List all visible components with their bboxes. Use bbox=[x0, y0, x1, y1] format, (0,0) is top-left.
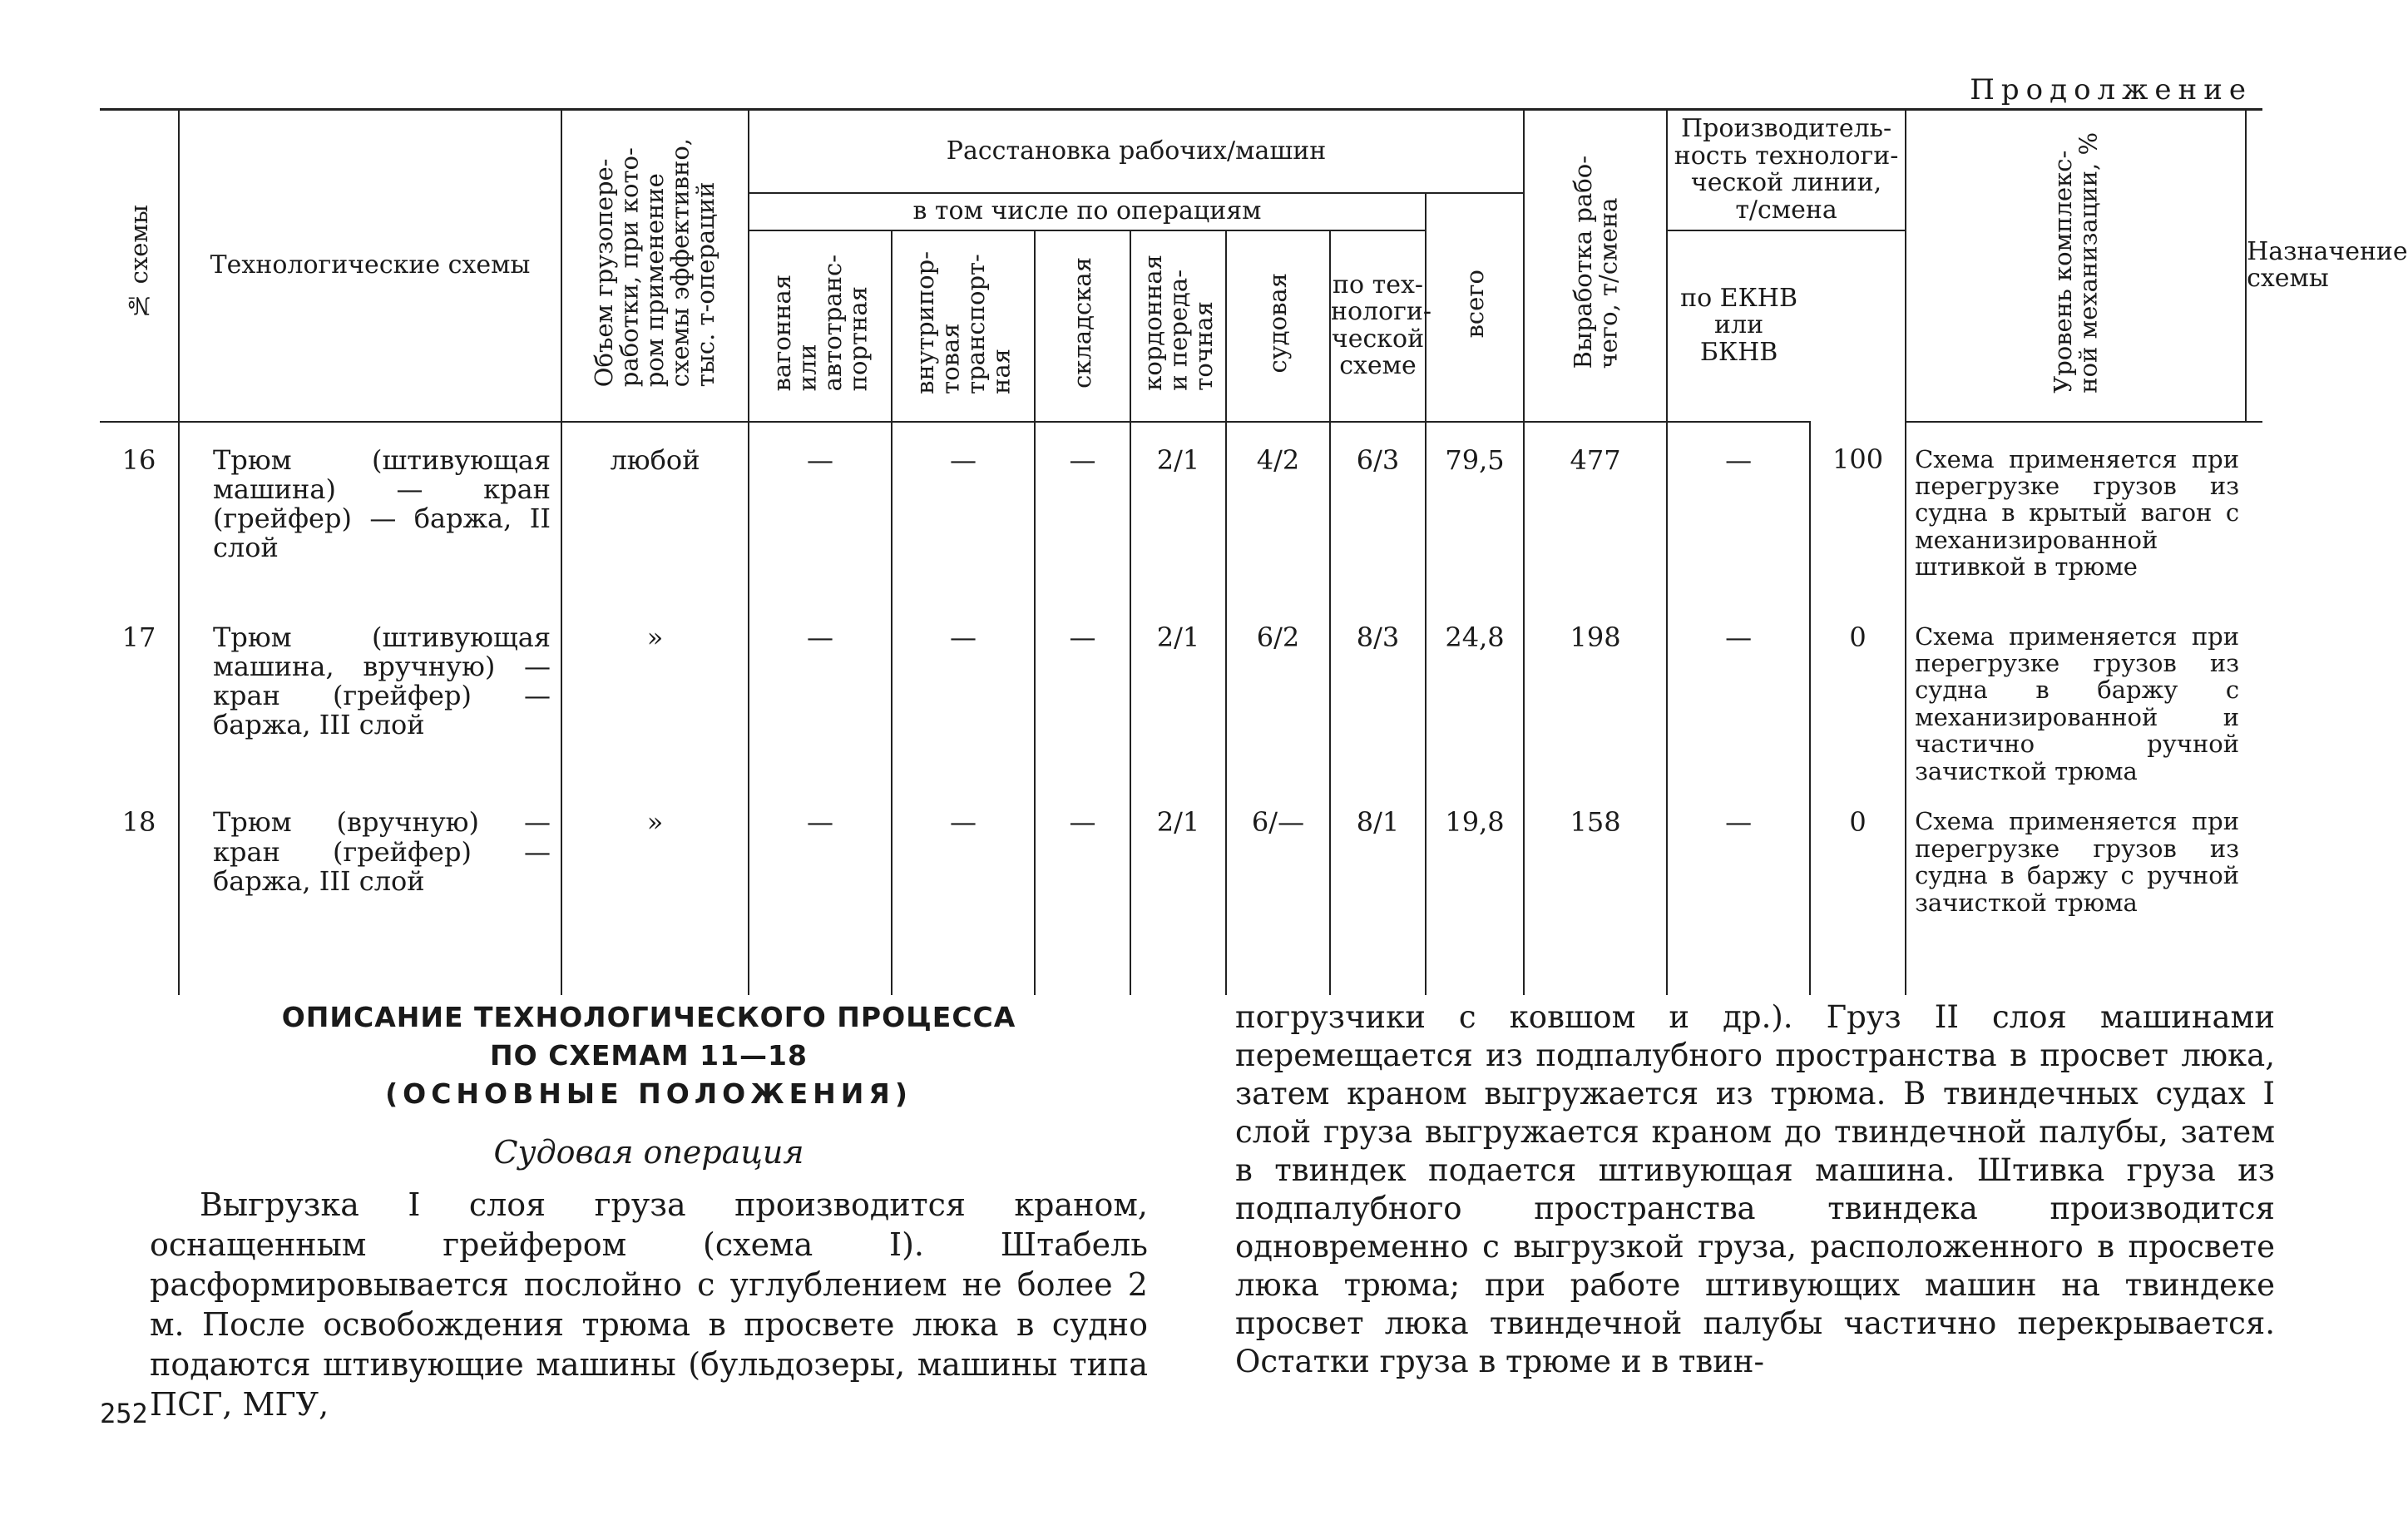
header-output: Выработка рабо- чего, т/смена bbox=[1524, 110, 1667, 422]
section-heading-line1: ОПИСАНИЕ ТЕХНОЛОГИЧЕСКОГО ПРОЦЕССА bbox=[281, 1001, 1016, 1033]
header-op-wagon: вагонная или автотранс- портная bbox=[749, 230, 892, 422]
cell-op-ship: 6/2 bbox=[1226, 600, 1330, 785]
header-including-ops: в том числе по операциям bbox=[749, 193, 1426, 230]
cell-prod-by-scheme: 158 bbox=[1524, 785, 1667, 995]
section-heading-line2: ПО СХЕМАМ 11—18 bbox=[490, 1039, 808, 1072]
header-op-warehouse: складская bbox=[1035, 230, 1130, 422]
cell-op-cordon: 2/1 bbox=[1130, 785, 1226, 995]
section-heading-line3: (ОСНОВНЫЕ ПОЛОЖЕНИЯ) bbox=[385, 1077, 912, 1110]
cell-output: 24,8 bbox=[1426, 600, 1524, 785]
cell-op-internal: — bbox=[892, 600, 1035, 785]
cell-op-internal: — bbox=[892, 422, 1035, 600]
header-tech-schemes: Технологические схемы bbox=[179, 110, 561, 422]
left-text-column bbox=[150, 998, 1148, 1424]
cell-mechanization: 0 bbox=[1810, 600, 1906, 785]
cell-volume: » bbox=[561, 600, 749, 785]
section-subheading: Судовая операция bbox=[493, 1134, 804, 1171]
cell-op-internal: — bbox=[892, 785, 1035, 995]
table-row bbox=[100, 785, 2262, 995]
right-text-column bbox=[1235, 998, 2275, 1381]
header-productivity: Производитель- ность технологи- ческой линии, т/смена bbox=[1667, 110, 1906, 230]
cell-prod-by-eknv: — bbox=[1667, 422, 1810, 600]
cell-prod-by-scheme: 477 bbox=[1524, 422, 1667, 600]
cell-mechanization: 0 bbox=[1810, 785, 1906, 995]
header-op-cordon: кордонная и переда- точная bbox=[1130, 230, 1226, 422]
cell-op-wagon: — bbox=[749, 785, 892, 995]
cell-op-ship: 4/2 bbox=[1226, 422, 1330, 600]
header-placement: Расстановка рабочих/машин bbox=[749, 110, 1524, 193]
cell-output: 79,5 bbox=[1426, 422, 1524, 600]
header-total: всего bbox=[1426, 193, 1524, 422]
cell-scheme: Трюм (вручную) — кран (грейфер) — баржа, III слой bbox=[179, 785, 561, 995]
cell-op-cordon: 2/1 bbox=[1130, 422, 1226, 600]
cell-op-warehouse: — bbox=[1035, 785, 1130, 995]
cell-prod-by-eknv: — bbox=[1667, 600, 1810, 785]
header-prod-by-eknv: по ЕКНВ или БКНВ bbox=[1667, 230, 1810, 422]
table-row bbox=[100, 600, 2262, 785]
cell-op-wagon: — bbox=[749, 600, 892, 785]
schemes-table bbox=[100, 108, 2408, 995]
cell-op-warehouse: — bbox=[1035, 600, 1130, 785]
header-op-internal: внутрипор- товая транспорт- ная bbox=[892, 230, 1035, 422]
cell-purpose: Схема применяется при перегрузке грузов из судна в баржу с ручной зачисткой трюма bbox=[1906, 785, 2246, 995]
header-op-ship: судовая bbox=[1226, 230, 1330, 422]
cell-scheme: Трюм (штивующая машина) — кран (грейфер) — баржа, II слой bbox=[179, 422, 561, 600]
cell-total: 8/3 bbox=[1330, 600, 1426, 785]
cell-volume: » bbox=[561, 785, 749, 995]
header-mechanization: Уровень комплекс- ной механизации, % bbox=[1906, 110, 2246, 422]
continued-label: Продолжение bbox=[1970, 73, 2252, 106]
cell-purpose: Схема применяется при перегрузке грузов из судна в крытый вагон с механизированной штивкой в трюме bbox=[1906, 422, 2246, 600]
cell-volume: любой bbox=[561, 422, 749, 600]
header-purpose: Назначение схемы bbox=[2246, 110, 2262, 422]
cell-prod-by-eknv: — bbox=[1667, 785, 1810, 995]
cell-output: 19,8 bbox=[1426, 785, 1524, 995]
header-prod-by-scheme: по тех- нологи- ческой схеме bbox=[1330, 230, 1426, 422]
page-number: 252 bbox=[100, 1398, 148, 1429]
right-paragraph: погрузчики с ковшом и др.). Груз II слоя машинами перемещается из подпалубного пространства в просвет люка, затем краном выгружается из трюма. В твиндечных судах I слой груза выгружается краном до твиндечной палубы, затем в твиндек подается штивующая машина. Штивка груза из подпалубного пространства твиндека производится одновременно с выгрузкой груза, расположенного в просвете люка трюма; при работе штивующих машин на твиндеке просвет люка твиндечной палубы частично перекрывается. Остатки груза в трюме и в твин- bbox=[1235, 999, 2275, 1379]
cell-num: 17 bbox=[100, 600, 179, 785]
cell-total: 8/1 bbox=[1330, 785, 1426, 995]
cell-op-cordon: 2/1 bbox=[1130, 600, 1226, 785]
table-row bbox=[100, 422, 2262, 600]
header-scheme-no: № схемы bbox=[100, 110, 179, 422]
cell-prod-by-scheme: 198 bbox=[1524, 600, 1667, 785]
header-volume: Объем грузопере- работки, при кото- ром применение схемы эффективно, тыс. т-операций bbox=[561, 110, 749, 422]
cell-op-warehouse: — bbox=[1035, 422, 1130, 600]
cell-mechanization: 100 bbox=[1810, 422, 1906, 600]
left-paragraph: Выгрузка I слоя груза производится краном, оснащенным грейфером (схема I). Штабель расформировывается послойно с углублением не более 2 м. После освобождения трюма в просвете люка в судно подаются штивующие машины (бульдозеры, машины типа ПСГ, МГУ, bbox=[150, 1186, 1148, 1423]
cell-scheme: Трюм (штивующая машина, вручную) — кран (грейфер) — баржа, III слой bbox=[179, 600, 561, 785]
cell-total: 6/3 bbox=[1330, 422, 1426, 600]
cell-purpose: Схема применяется при перегрузке грузов из судна в баржу с механизированной и частично ручной зачисткой трюма bbox=[1906, 600, 2246, 785]
cell-num: 18 bbox=[100, 785, 179, 995]
cell-op-ship: 6/— bbox=[1226, 785, 1330, 995]
cell-op-wagon: — bbox=[749, 422, 892, 600]
cell-num: 16 bbox=[100, 422, 179, 600]
